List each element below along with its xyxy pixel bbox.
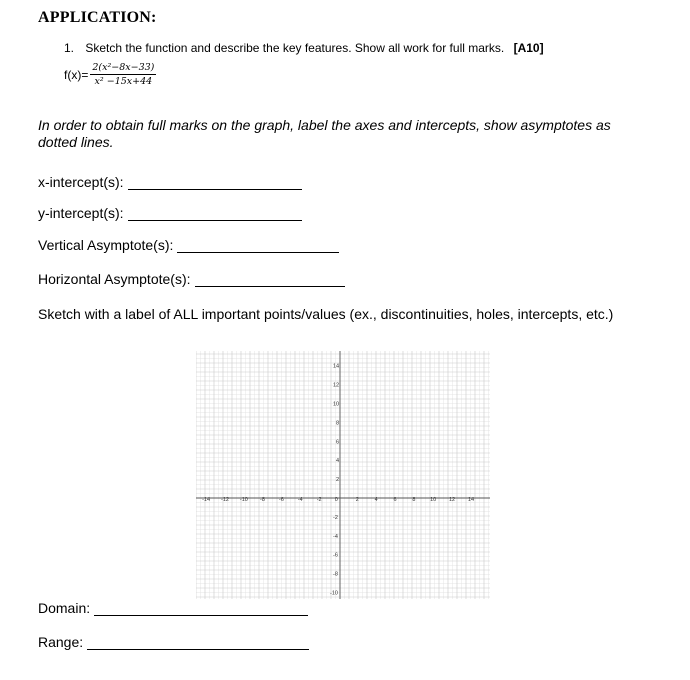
x-tick-label: -2	[316, 497, 322, 503]
x-tick-label: 10	[430, 497, 437, 503]
x-tick-label: -8	[260, 497, 265, 503]
y-tick-label: 14	[333, 363, 340, 370]
x-tick-label: 8	[412, 497, 416, 503]
x-intercept-label: x-intercept(s):	[38, 174, 124, 190]
y-tick-label: 6	[336, 439, 340, 446]
section-heading: APPLICATION:	[38, 9, 157, 26]
y-tick-label: 8	[336, 420, 340, 427]
x-tick-label: 14	[467, 497, 475, 503]
question-marks: [A10]	[513, 41, 544, 55]
function-label: f(x)=	[64, 67, 89, 82]
function-numerator: 2(x²−8x−33)	[92, 62, 155, 73]
y-intercept-field	[38, 205, 302, 221]
grid-minor-lines	[196, 351, 490, 599]
range-label: Range:	[38, 634, 84, 650]
x-intercept-answer-line[interactable]	[128, 177, 302, 190]
y-tick-label: -2	[333, 514, 338, 521]
x-tick-label: 2	[355, 497, 359, 503]
grid-major-lines	[196, 351, 490, 599]
horizontal-asymptote-field	[38, 271, 345, 287]
y-tick-label: 4	[336, 458, 340, 465]
range-field	[38, 634, 309, 650]
question-number: 1.	[64, 41, 75, 55]
x-tick-label: -6	[278, 497, 284, 503]
x-tick-label: 4	[374, 497, 378, 503]
y-tick-label: -6	[333, 552, 338, 559]
x-tick-label: -10	[239, 497, 248, 503]
y-tick-label: -10	[330, 590, 338, 597]
function-fraction	[90, 62, 156, 87]
question-line	[64, 41, 544, 55]
y-tick-label: 12	[333, 382, 340, 389]
vertical-asymptote-field	[38, 237, 339, 253]
function-denominator: x² −15x+44	[94, 76, 153, 87]
x-intercept-field	[38, 174, 302, 190]
y-tick-label: 10	[333, 401, 340, 408]
x-tick-label: 0	[334, 497, 338, 503]
coordinate-grid[interactable]	[196, 351, 490, 599]
domain-field	[38, 600, 308, 616]
domain-answer-line[interactable]	[94, 603, 308, 616]
question-text: Sketch the function and describe the key features. Show all work for full marks.	[85, 41, 505, 55]
x-tick-label: 6	[393, 497, 397, 503]
domain-label: Domain:	[38, 600, 91, 616]
y-tick-label: -8	[333, 571, 338, 578]
horizontal-asymptote-label: Horizontal Asymptote(s):	[38, 271, 191, 287]
y-tick-label: -4	[333, 533, 338, 540]
x-tick-label: 12	[449, 497, 456, 503]
instructions-text: In order to obtain full marks on the graph, label the axes and intercepts, show asymptotes as dotted lines.	[38, 117, 611, 150]
sketch-instructions: Sketch with a label of ALL important points/values (ex., discontinuities, holes, intercepts, etc.)	[38, 306, 614, 322]
function-definition	[64, 62, 156, 87]
y-intercept-answer-line[interactable]	[128, 208, 302, 221]
x-tick-label: -4	[297, 497, 303, 503]
vertical-asymptote-answer-line[interactable]	[177, 240, 339, 253]
x-tick-label: -14	[202, 497, 211, 503]
horizontal-asymptote-answer-line[interactable]	[195, 274, 345, 287]
y-tick-label: 2	[336, 477, 340, 484]
axes	[196, 351, 490, 599]
range-answer-line[interactable]	[87, 637, 309, 650]
x-tick-label: -12	[221, 497, 229, 503]
y-intercept-label: y-intercept(s):	[38, 205, 124, 221]
vertical-asymptote-label: Vertical Asymptote(s):	[38, 237, 174, 253]
